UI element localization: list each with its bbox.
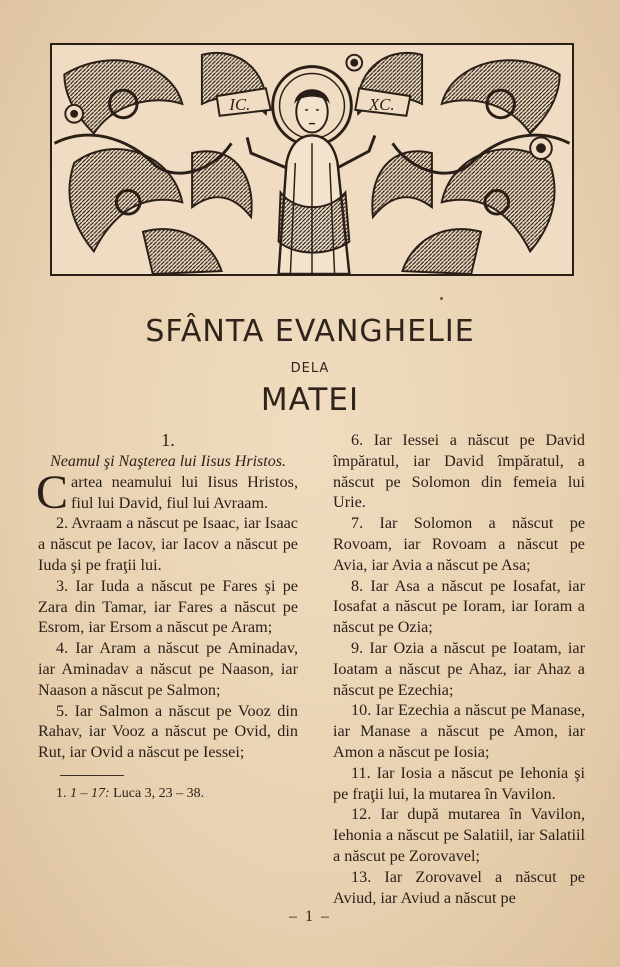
verse-11: 11. Iar Iosia a născut pe Iehonia şi pe fraţii lui, la mutarea în Vavilon. <box>333 763 585 803</box>
drop-cap: C <box>36 465 69 519</box>
right-banner-text: XC. <box>369 94 395 114</box>
left-banner-text: IC. <box>229 94 251 114</box>
verse-4: 4. Iar Aram a născut pe Aminadav, iar Aminadav a născut pe Naason, iar Naason a născut pe Salmon; <box>38 639 298 699</box>
verse-3: 3. Iar Iuda a născut pe Fares şi pe Zara din Tamar, iar Fares a născut pe Esrom, iar Ersom a născut pe Aram; <box>38 576 298 637</box>
verse-1 <box>36 465 298 519</box>
verse-9: 9. Iar Ozia a născut pe Ioatam, iar Ioatam a născut pe Ahaz, iar Ahaz a născut pe Ezechia; <box>333 638 585 699</box>
footnote-divider <box>60 775 124 776</box>
footnote <box>38 785 298 803</box>
verse-6: 6. Iar Iessei a născut pe David împăratul, iar David împăratul, a născut pe Solomon din femeia lui Urie. <box>333 431 585 512</box>
verse-5: 5. Iar Salmon a născut pe Vooz din Rahav, iar Vooz a născut pe Ovid, din Rut, iar Ovid a născut pe Iessei; <box>38 701 298 762</box>
footnote-range: 1 – 17: <box>70 785 110 801</box>
chapter-number: 1. <box>161 430 175 450</box>
verse-13: 13. Iar Zorovavel a născut pe Aviud, iar Aviud a născut pe <box>333 867 585 907</box>
verse-2: 2. Avraam a născut pe Isaac, iar Isaac a născut pe Iacov, iar Iacov a născut pe Iuda şi pe fraţii lui. <box>38 514 298 574</box>
verse-7: 7. Iar Solomon a născut pe Rovoam, iar Rovoam a născut pe Avia, iar Avia a născut pe Asa; <box>333 514 585 574</box>
verse-8: 8. Iar Asa a născut pe Iosafat, iar Iosafat a născut pe Ioram, iar Ioram a născut pe Ozia; <box>333 576 585 637</box>
chapter-heading: Neamul şi Naşterea lui Iisus Hristos. <box>50 452 286 470</box>
right-column <box>333 430 585 908</box>
title-book: MATEI <box>260 382 360 418</box>
left-column <box>38 430 298 803</box>
title-connector: DELA <box>290 361 330 376</box>
header-illustration <box>50 43 574 276</box>
page-number: – 1 – <box>289 908 331 925</box>
verse-10: 10. Iar Ezechia a născut pe Manase, iar Manase a născut pe Amon, iar Amon a născut pe Iosia; <box>333 701 585 761</box>
ink-speck <box>440 297 443 300</box>
footnote-number: 1. <box>56 785 67 801</box>
christ-ornament-image <box>52 45 572 274</box>
title-main: SFÂNTA EVANGHELIE <box>145 314 475 349</box>
verse-12: 12. Iar după mutarea în Vavilon, Iehonia a născut pe Salatiil, iar Salatiil a născut pe Zorovavel; <box>333 805 585 865</box>
verse-1-text: artea neamului lui Iisus Hristos, fiul lui David, fiul lui Avraam. <box>71 472 298 512</box>
footnote-reference: Luca 3, 23 – 38. <box>113 785 205 801</box>
